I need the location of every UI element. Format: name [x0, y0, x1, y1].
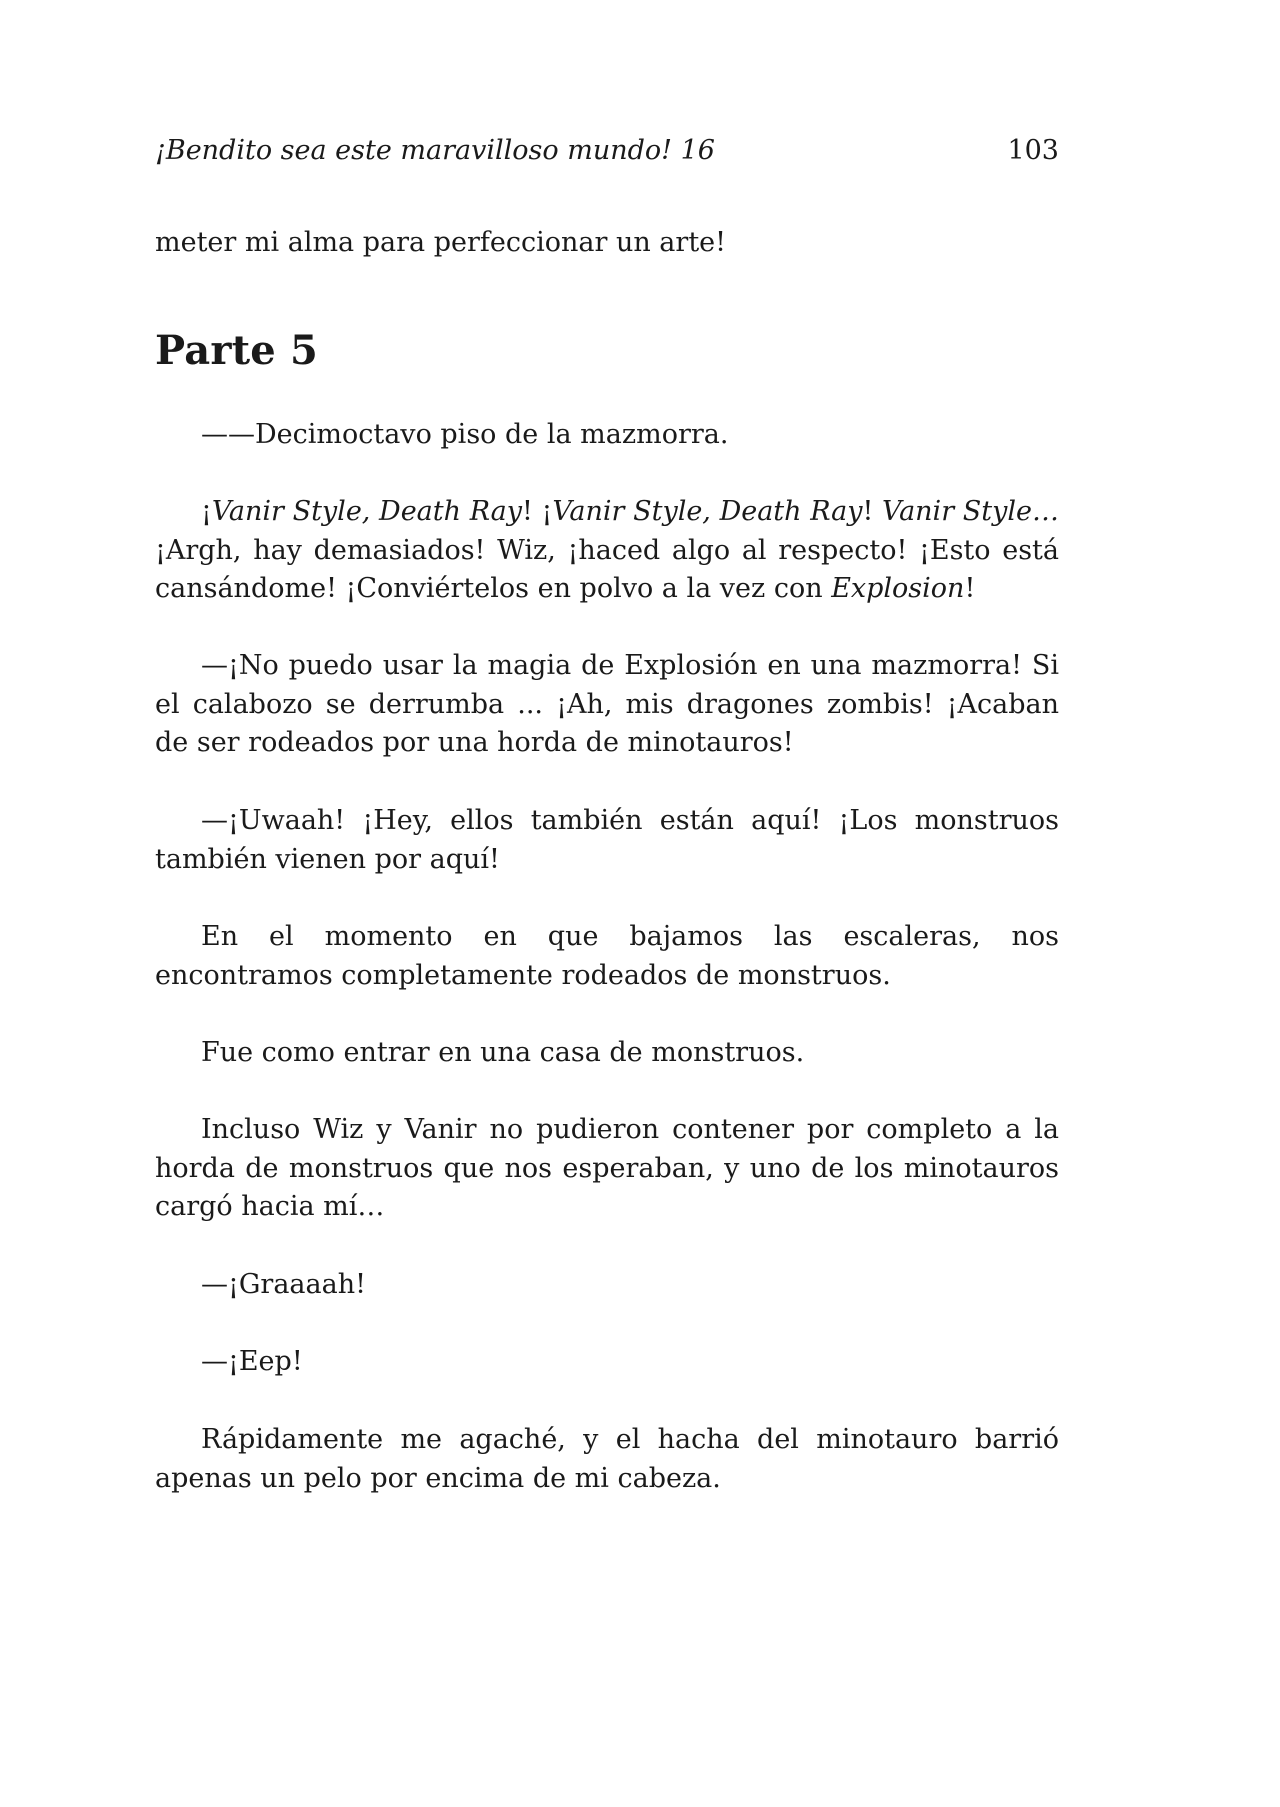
- p2-spell-3: Vanir Style…: [882, 496, 1059, 527]
- paragraph-9-block: [155, 1343, 1059, 1382]
- page-number: 103: [1007, 135, 1059, 166]
- p2-text-g: ¡Argh, hay demasiados! Wiz, ¡haced algo al respecto! ¡Esto está cansándome! ¡Conviértelos en polvo a la vez con: [155, 534, 1059, 604]
- paragraph-2: [155, 493, 1059, 609]
- p2-text-e: !: [862, 496, 883, 527]
- paragraph-3-block: [155, 647, 1059, 763]
- paragraph-6: Fue como entrar en una casa de monstruos.: [201, 1037, 805, 1068]
- paragraph-9: —¡Eep!: [201, 1346, 303, 1377]
- paragraph-8: —¡Graaaah!: [201, 1269, 366, 1300]
- paragraph-4-block: [155, 802, 1059, 879]
- paragraph-7: Incluso Wiz y Vanir no pudieron contener por completo a la horda de monstruos que nos esperaban, y uno de los minotauros cargó hacia mí…: [155, 1114, 1059, 1222]
- paragraph-7-block: [155, 1111, 1059, 1227]
- book-title: ¡Bendito sea este maravilloso mundo! 16: [155, 135, 715, 166]
- p2-text-a: ¡: [201, 496, 212, 527]
- p2-text-c: ! ¡: [522, 496, 553, 527]
- continuation-paragraph: meter mi alma para perfeccionar un arte!: [155, 227, 726, 258]
- continuation-block: [155, 224, 1059, 263]
- paragraph-10: Rápidamente me agaché, y el hacha del minotauro barrió apenas un pelo por encima de mi cabeza.: [155, 1424, 1059, 1494]
- paragraph-6-block: [155, 1034, 1059, 1073]
- p2-spell-explosion: Explosion: [831, 573, 965, 604]
- paragraph-2-block: [155, 493, 1059, 609]
- p2-spell-2: Vanir Style, Death Ray: [552, 496, 863, 527]
- paragraph-4: —¡Uwaah! ¡Hey, ellos también están aquí! ¡Los monstruos también vienen por aquí!: [155, 805, 1059, 875]
- paragraph-3: —¡No puedo usar la magia de Explosión en una mazmorra! Si el calabozo se derrumba ... ¡Ah, mis dragones zombis! ¡Acaban de ser rodeados por una horda de minotauros!: [155, 650, 1059, 758]
- paragraph-10-block: [155, 1421, 1059, 1498]
- section-heading: Parte 5: [155, 327, 319, 374]
- p2-text-i: !: [964, 573, 976, 604]
- p2-spell-1: Vanir Style, Death Ray: [211, 496, 522, 527]
- running-header: [155, 132, 1059, 172]
- paragraph-1: ——Decimoctavo piso de la mazmorra.: [201, 419, 729, 450]
- paragraph-5-block: [155, 918, 1059, 995]
- paragraph-8-block: [155, 1266, 1059, 1305]
- paragraph-1-block: [155, 416, 1059, 455]
- paragraph-5: En el momento en que bajamos las escaleras, nos encontramos completamente rodeados de monstruos.: [155, 921, 1059, 991]
